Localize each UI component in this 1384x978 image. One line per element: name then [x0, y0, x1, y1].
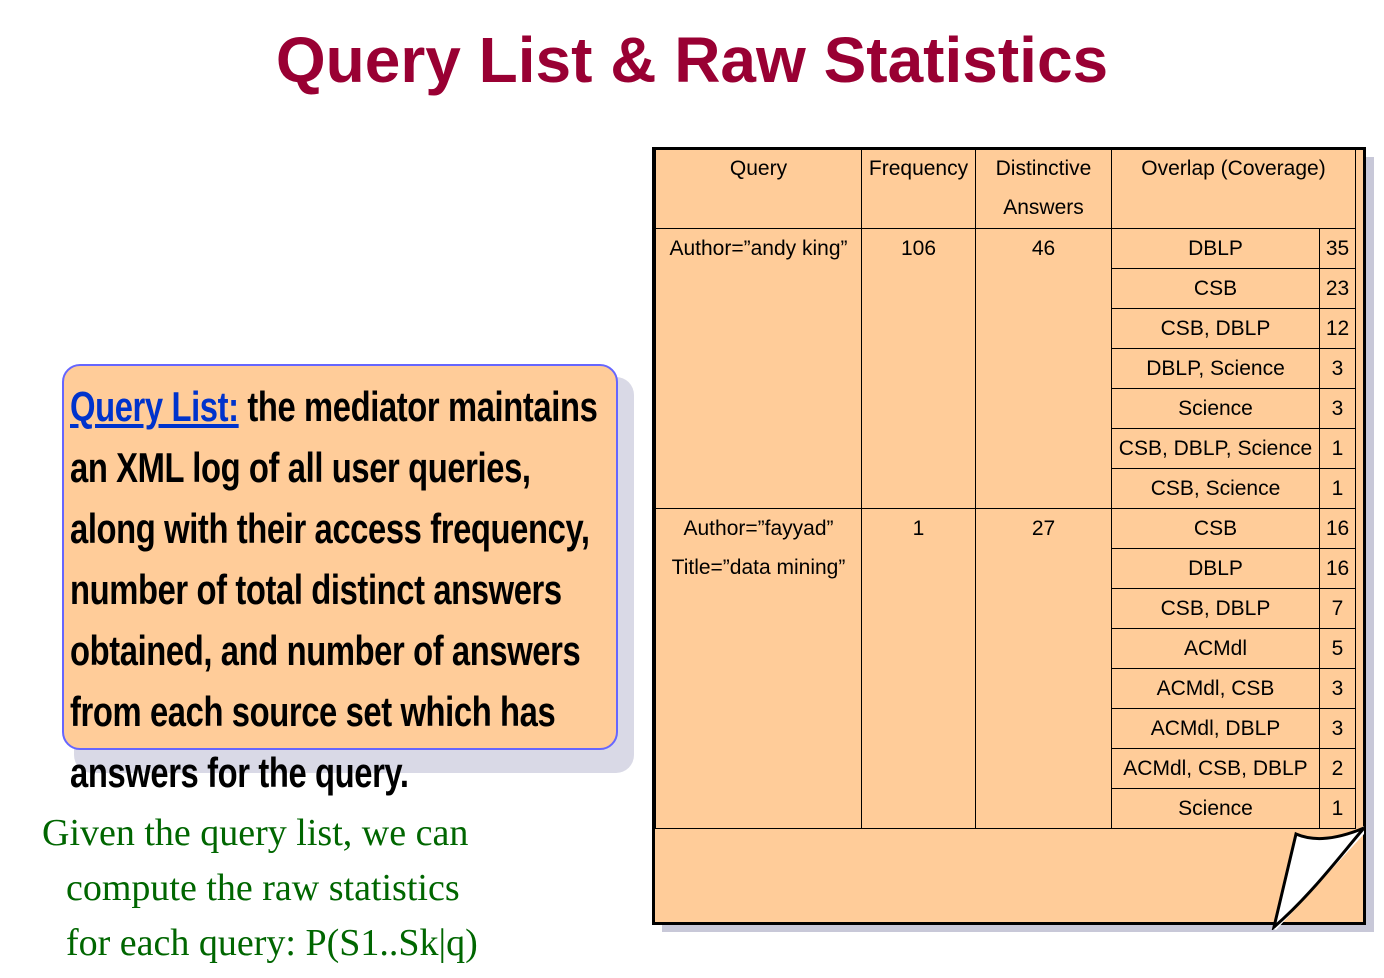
answer-count-cell: 3	[1320, 709, 1356, 749]
callout-label: Query List:	[70, 383, 239, 430]
callout-body: the mediator maintains an XML log of all user queries, along with their access frequency, number of total distinct answers obtained, and number of answers from each source set which has answers for the query.	[70, 383, 598, 796]
source-set-cell: CSB	[1112, 269, 1320, 309]
answer-count-cell: 23	[1320, 269, 1356, 309]
caption-line: compute the raw statistics	[66, 867, 460, 909]
header-distinctive-line: Distinctive	[995, 157, 1092, 180]
source-set-cell: CSB, DBLP	[1112, 309, 1320, 349]
source-set-cell: ACMdl, CSB, DBLP	[1112, 749, 1320, 789]
answer-count-cell: 16	[1320, 549, 1356, 589]
answer-count-cell: 1	[1320, 789, 1356, 829]
query-line: Author=”fayyad”	[683, 517, 834, 540]
header-distinctive	[976, 149, 1112, 229]
table-body	[656, 149, 1356, 829]
source-set-cell: CSB, DBLP, Science	[1112, 429, 1320, 469]
header-overlap: Overlap (Coverage)	[1112, 149, 1356, 229]
caption-line: Given the query list, we can	[42, 812, 469, 854]
header-query: Query	[656, 149, 862, 229]
source-set-cell: CSB, DBLP	[1112, 589, 1320, 629]
query-list-callout	[62, 364, 618, 796]
query-line: Author=”andy king”	[669, 237, 848, 260]
answer-count-cell: 1	[1320, 429, 1356, 469]
answer-count-cell: 3	[1320, 669, 1356, 709]
answer-count-cell: 35	[1320, 229, 1356, 269]
answer-count-cell: 2	[1320, 749, 1356, 789]
answer-count-cell: 12	[1320, 309, 1356, 349]
header-frequency: Frequency	[862, 149, 976, 229]
table-row	[656, 229, 1356, 269]
source-set-cell: DBLP	[1112, 549, 1320, 589]
source-set-cell: Science	[1112, 389, 1320, 429]
source-set-cell: ACMdl, DBLP	[1112, 709, 1320, 749]
table-header-row	[656, 149, 1356, 229]
query-cell	[656, 509, 862, 829]
frequency-cell: 106	[862, 229, 976, 509]
raw-statistics-table	[655, 148, 1356, 829]
answer-count-cell: 3	[1320, 389, 1356, 429]
answer-count-cell: 1	[1320, 469, 1356, 509]
query-cell	[656, 229, 862, 509]
page-curl-icon	[1270, 826, 1370, 930]
caption	[42, 806, 602, 971]
source-set-cell: ACMdl	[1112, 629, 1320, 669]
distinctive-answers-cell: 27	[976, 509, 1112, 829]
source-set-cell: CSB, Science	[1112, 469, 1320, 509]
callout-text	[70, 376, 616, 803]
header-distinctive-line: Answers	[1003, 196, 1084, 219]
answer-count-cell: 5	[1320, 629, 1356, 669]
caption-line: for each query: P(S1..Sk|q)	[66, 922, 478, 964]
source-set-cell: Science	[1112, 789, 1320, 829]
slide-title: Query List & Raw Statistics	[275, 24, 1109, 96]
source-set-cell: CSB	[1112, 509, 1320, 549]
frequency-cell: 1	[862, 509, 976, 829]
query-line: Title=”data mining”	[671, 556, 846, 579]
distinctive-answers-cell: 46	[976, 229, 1112, 509]
answer-count-cell: 16	[1320, 509, 1356, 549]
answer-count-cell: 7	[1320, 589, 1356, 629]
answer-count-cell: 3	[1320, 349, 1356, 389]
source-set-cell: DBLP, Science	[1112, 349, 1320, 389]
source-set-cell: DBLP	[1112, 229, 1320, 269]
table-row	[656, 509, 1356, 549]
source-set-cell: ACMdl, CSB	[1112, 669, 1320, 709]
